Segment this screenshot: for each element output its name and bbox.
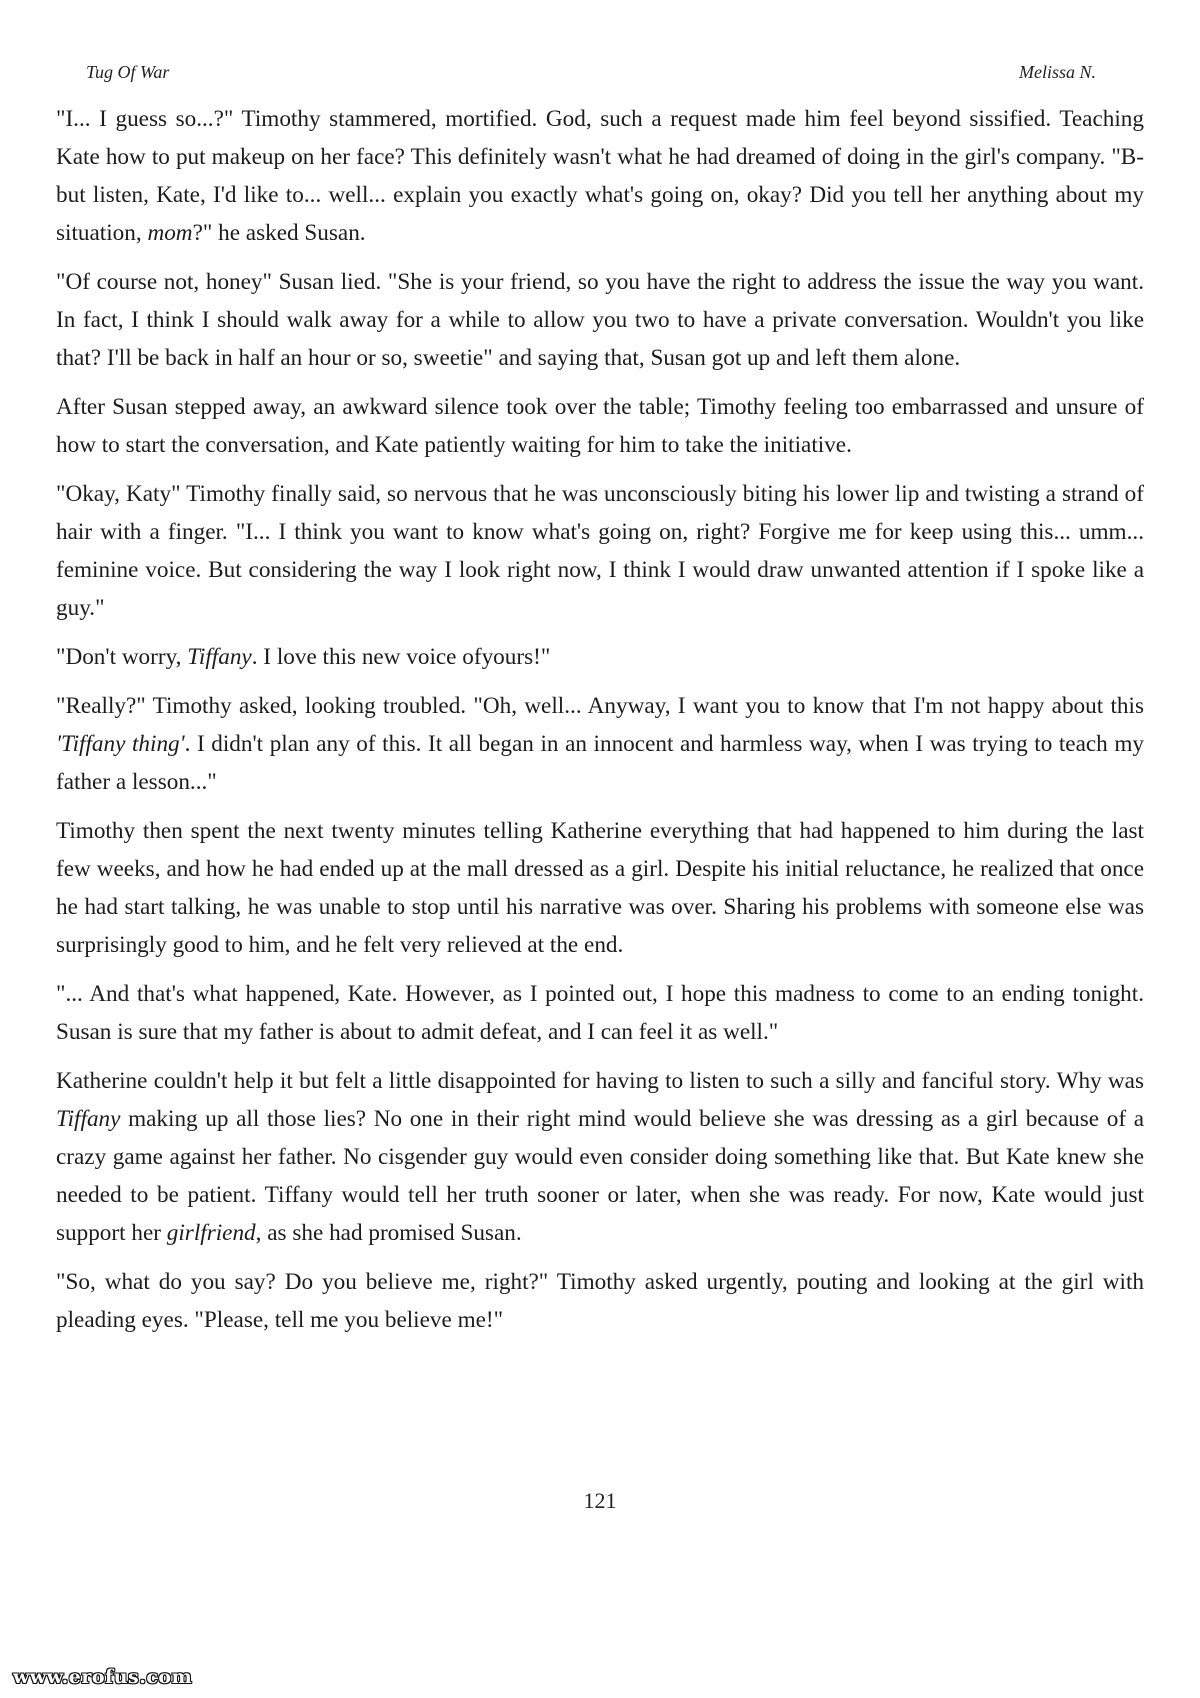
paragraph	[56, 638, 1144, 676]
page-body	[56, 100, 1144, 1350]
paragraph	[56, 1062, 1144, 1252]
book-title: Tug Of War	[86, 62, 170, 82]
paragraph	[56, 388, 1144, 464]
text-segment-italic: mom	[147, 220, 193, 246]
text-segment: "So, what do you say? Do you believe me, right?" Timothy asked urgently, pouting and looking at the girl with pleading eyes. "Please, tell me you believe me!"	[56, 1269, 1144, 1333]
author-name: Melissa N.	[1018, 62, 1096, 82]
paragraph	[56, 263, 1144, 377]
text-segment-italic: Tiffany	[187, 644, 252, 670]
paragraph	[56, 975, 1144, 1051]
text-segment-italic: 'Tiffany thing'	[56, 731, 185, 757]
text-segment: Katherine couldn't help it but felt a little disappointed for having to listen to such a silly and fanciful story. Why was	[56, 1068, 1144, 1094]
page-number: 121	[583, 1488, 617, 1513]
text-segment: . I didn't plan any of this. It all began in an innocent and harmless way, when I was trying to teach my father a lesson..."	[56, 731, 1144, 795]
text-segment: , as she had promised Susan.	[255, 1220, 522, 1246]
watermark-logo: www.erofus.com	[13, 1666, 193, 1688]
text-segment: ?" he asked Susan.	[192, 220, 366, 246]
text-segment: After Susan stepped away, an awkward silence took over the table; Timothy feeling too embarrassed and unsure of how to start the conversation, and Kate patiently waiting for him to take the initiative.	[56, 394, 1144, 458]
text-segment: "Okay, Katy" Timothy finally said, so nervous that he was unconsciously biting his lower lip and twisting a strand of hair with a finger. "I... I think you want to know what's going on, right? Forgive me for keep using this... umm... feminine voice. But considering the way I look right now, I think I would draw unwanted attention if I spoke like a guy."	[56, 481, 1144, 621]
text-segment: "I... I guess so...?" Timothy stammered, mortified. God, such a request made him feel beyond sissified. Teaching Kate how to put makeup on her face? This definitely wasn't what he had dreamed of doing in the girl's company. "B-but listen, Kate, I'd like to... well... explain you exactly what's going on, okay? Did you tell her anything about my situation,	[56, 106, 1144, 246]
text-segment-italic: girlfriend	[166, 1220, 256, 1246]
paragraph	[56, 475, 1144, 627]
text-segment: "... And that's what happened, Kate. However, as I pointed out, I hope this madness to come to an ending tonight. Susan is sure that my father is about to admit defeat, and I can feel it as well."	[56, 981, 1144, 1045]
text-segment: . I love this new voice ofyours!"	[251, 644, 551, 670]
paragraph	[56, 687, 1144, 801]
paragraph	[56, 100, 1144, 252]
paragraph	[56, 1263, 1144, 1339]
paragraph	[56, 812, 1144, 964]
text-segment: Timothy then spent the next twenty minutes telling Katherine everything that had happened to him during the last few weeks, and how he had ended up at the mall dressed as a girl. Despite his initial reluctance, he realized that once he had start talking, he was unable to stop until his narrative was over. Sharing his problems with someone else was surprisingly good to him, and he felt very relieved at the end.	[56, 818, 1144, 958]
text-segment: "Of course not, honey" Susan lied. "She is your friend, so you have the right to address the issue the way you want. In fact, I think I should walk away for a while to allow you two to have a private conversation. Wouldn't you like that? I'll be back in half an hour or so, sweetie" and saying that, Susan got up and left them alone.	[56, 269, 1144, 371]
text-segment-italic: Tiffany	[56, 1106, 121, 1132]
text-segment: "Really?" Timothy asked, looking troubled. "Oh, well... Anyway, I want you to know that I'm not happy about this	[56, 693, 1144, 719]
text-segment: "Don't worry,	[56, 644, 188, 670]
running-header	[86, 62, 1096, 90]
text-segment: making up all those lies? No one in their right mind would believe she was dressing as a girl because of a crazy game against her father. No cisgender guy would even consider doing something like that. But Kate knew she needed to be patient. Tiffany would tell her truth sooner or later, when she was ready. For now, Kate would just support her	[56, 1106, 1144, 1246]
